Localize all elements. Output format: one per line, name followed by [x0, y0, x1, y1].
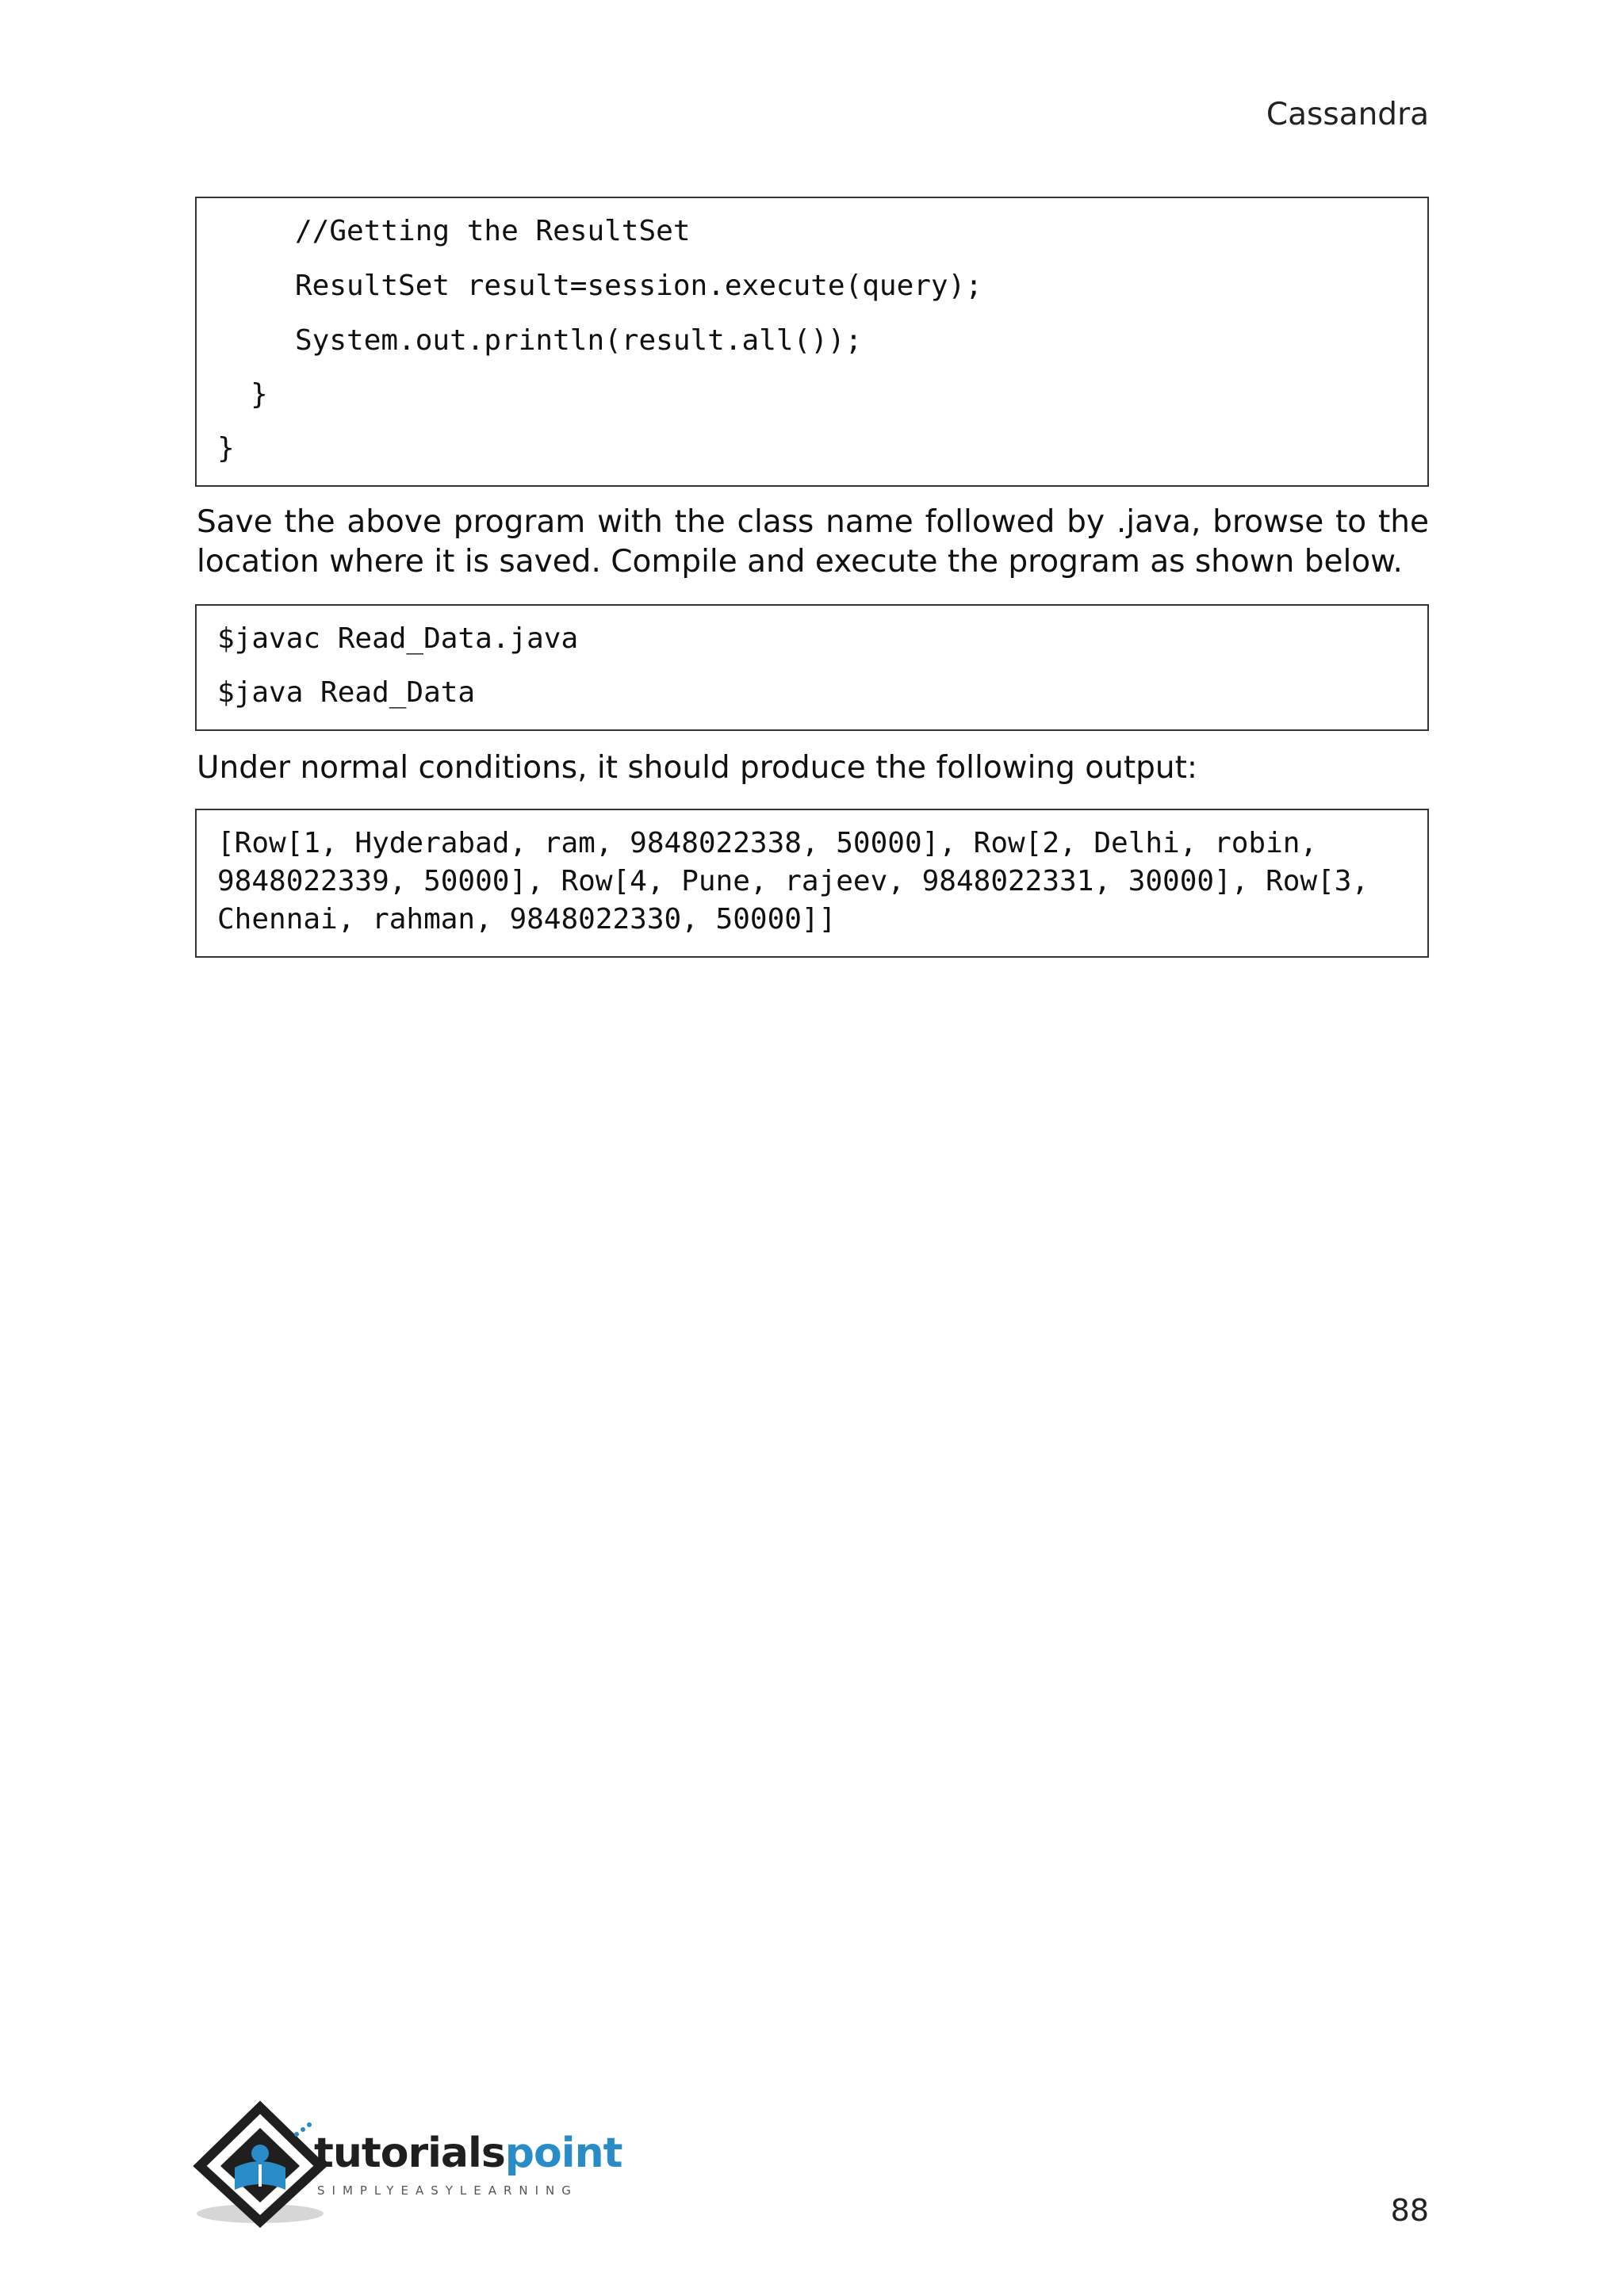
code-line: ResultSet result=session.execute(query); — [295, 270, 982, 302]
code-block-output — [195, 809, 1429, 958]
logo-tagline: SIMPLYEASYLEARNING — [317, 2183, 578, 2198]
code-line: //Getting the ResultSet — [295, 215, 691, 247]
tutorialspoint-logo — [193, 2101, 622, 2228]
output-line: Chennai, rahman, 9848022330, 50000]] — [217, 903, 837, 936]
code-line: } — [251, 378, 268, 411]
logo-text-point: point — [504, 2130, 622, 2177]
logo-wordmark — [314, 2130, 622, 2177]
page-number: 88 — [1390, 2193, 1429, 2228]
logo-text-tutorials: tutorials — [314, 2130, 505, 2177]
running-header: Cassandra — [1266, 97, 1429, 132]
output-line: 9848022339, 50000], Row[4, Pune, rajeev, 9848022331, 30000], Row[3, — [217, 865, 1369, 897]
body-paragraph: Under normal conditions, it should produce the following output: — [197, 750, 1198, 786]
code-line: } — [217, 432, 235, 465]
code-line: $java Read_Data — [217, 676, 476, 709]
body-paragraph: Save the above program with the class name followed by .java, browse to the location where it is saved. Compile and execute the program as shown below. — [197, 504, 1429, 580]
code-line: $javac Read_Data.java — [217, 622, 579, 655]
code-line: System.out.println(result.all()); — [295, 324, 863, 357]
code-block-java — [195, 197, 1429, 487]
output-line: [Row[1, Hyderabad, ram, 9848022338, 50000], Row[2, Delhi, robin, — [217, 827, 1318, 859]
code-block-commands — [195, 604, 1429, 731]
